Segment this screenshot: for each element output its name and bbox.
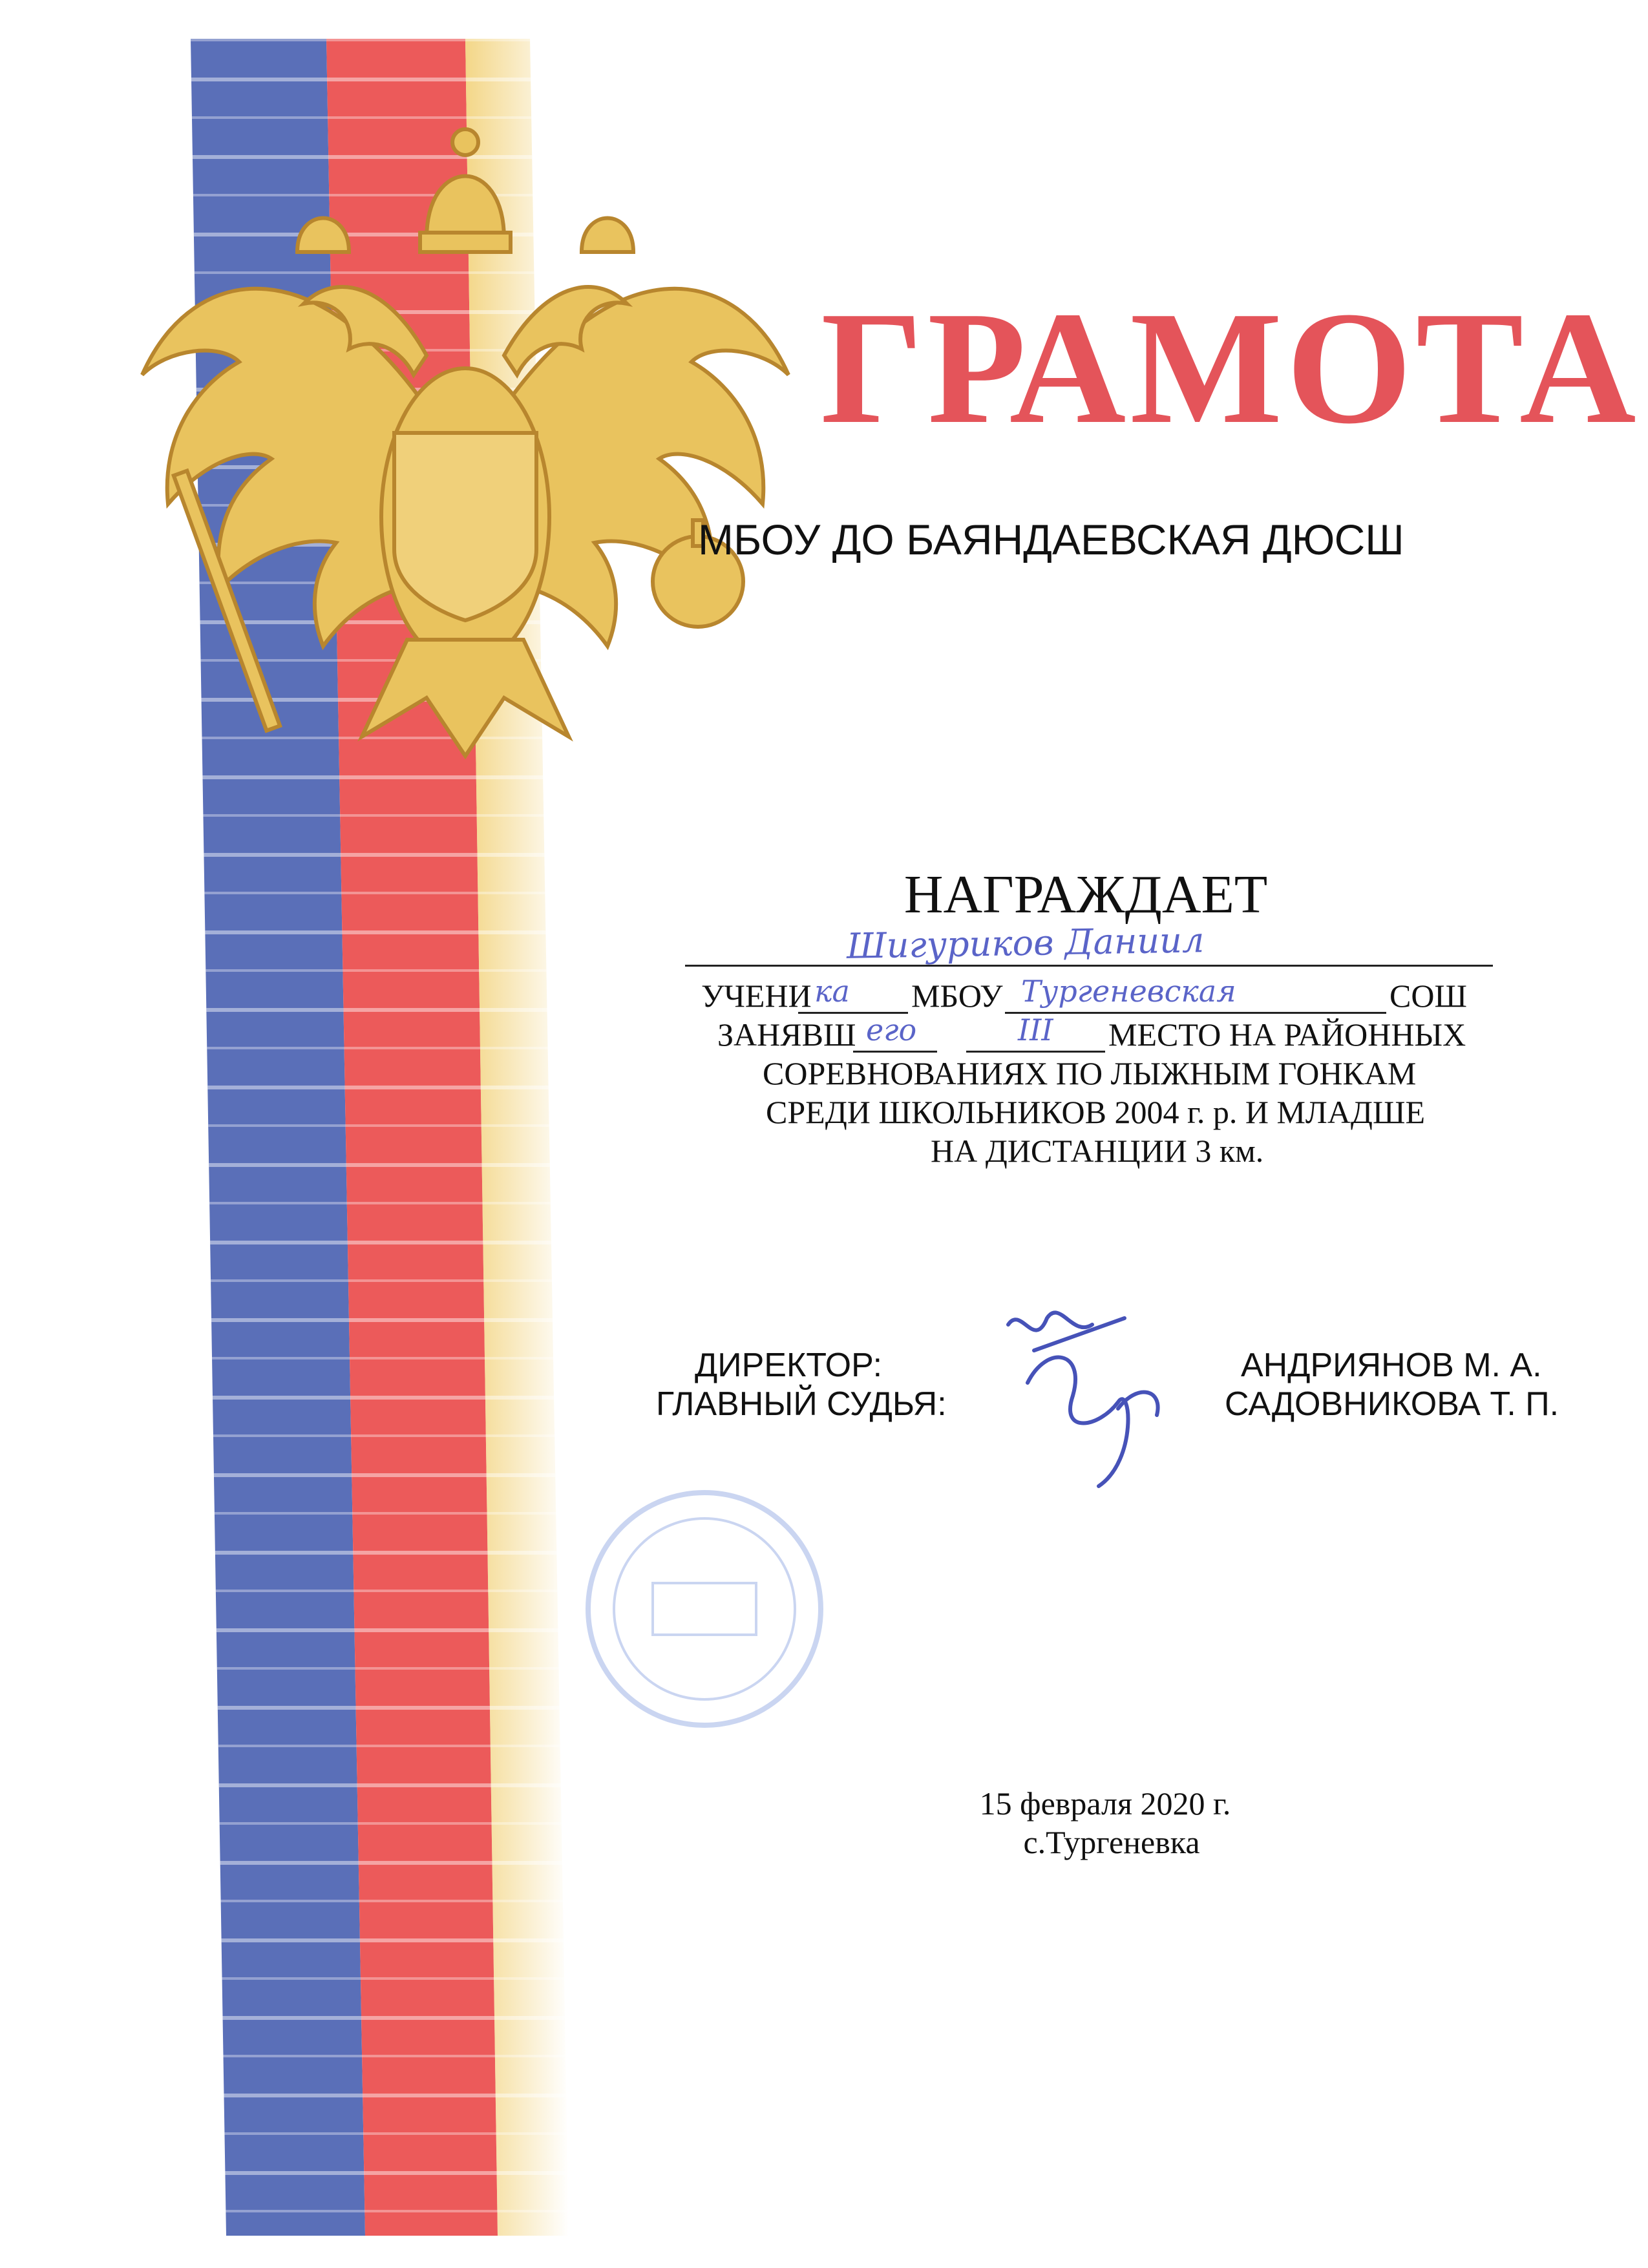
awards-heading: НАГРАЖДАЕТ [903, 865, 1268, 925]
school-prefix: МБОУ [911, 978, 1003, 1014]
school-name: Тургеневская [1021, 974, 1236, 1009]
director-name: АНДРИЯНОВ М. А. [1241, 1347, 1542, 1384]
issue-date: 15 февраля 2020 г. [979, 1785, 1231, 1822]
recipient-name-line [685, 965, 1493, 967]
official-stamp [588, 1493, 821, 1725]
place-suffix: МЕСТО НА РАЙОННЫХ [1108, 1016, 1466, 1053]
issue-place: с.Тургеневка [1023, 1824, 1200, 1860]
verb-suffix: его [866, 1013, 917, 1047]
director-label: ДИРЕКТОР: [695, 1347, 883, 1384]
body-line-3: СОРЕВНОВАНИЯХ ПО ЛЫЖНЫМ ГОНКАМ [763, 1055, 1417, 1091]
judge-name: САДОВНИКОВА Т. П. [1225, 1385, 1559, 1423]
organization-name: МБОУ ДО БАЯНДАЕВСКАЯ ДЮСШ [698, 516, 1404, 563]
body-line-4: СРЕДИ ШКОЛЬНИКОВ 2004 г. р. И МЛАДШЕ [766, 1094, 1426, 1130]
certificate-title: ГРАМОТА [821, 278, 1640, 457]
gender-suffix: ка [814, 974, 850, 1009]
took-prefix: ЗАНЯВШ [717, 1016, 856, 1053]
judge-label: ГЛАВНЫЙ СУДЬЯ: [656, 1385, 947, 1423]
handwritten-signature [1008, 1312, 1158, 1486]
body-line-5: НА ДИСТАНЦИИ 3 км. [931, 1133, 1264, 1169]
school-suffix: СОШ [1389, 978, 1467, 1014]
student-prefix: УЧЕНИ [701, 978, 812, 1014]
recipient-name: Шигуриков Даниил [846, 919, 1205, 967]
place-number: III [1018, 1013, 1053, 1047]
